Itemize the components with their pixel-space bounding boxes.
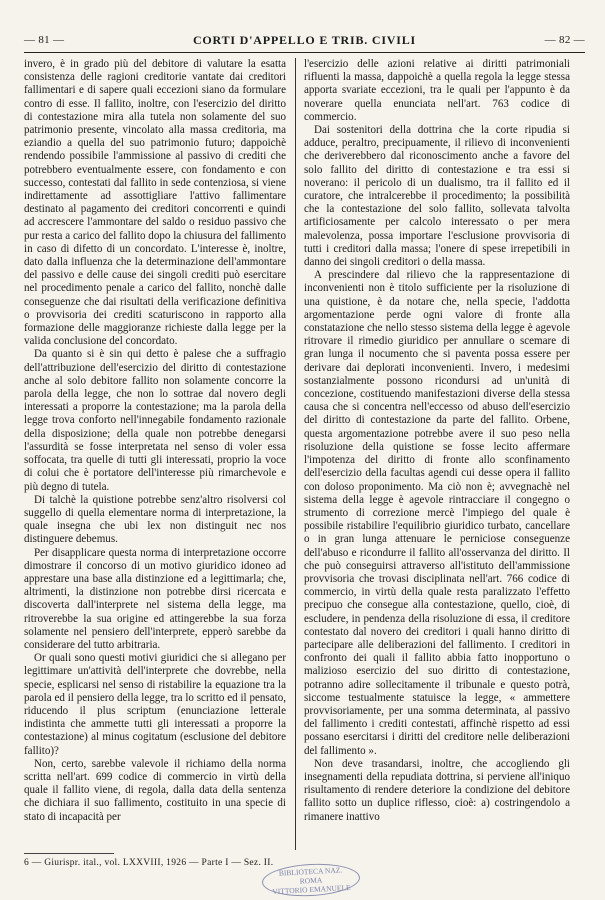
- right-paragraph-1: l'esercizio delle azioni relative ai diritti patrimoniali rifluenti la massa, dappoichè a quella regola la legge stessa apporta svariate eccezioni, tra le quali per l'appunto è da noverare quella enunciata nell'art. 763 codice di commercio.: [304, 58, 570, 123]
- left-paragraph-4: Per disapplicare questa norma di interpretazione occorre dimostrare il concorso di un motivo giuridico idoneo ad apprestare una base alla distinzione ed a legittimarla; che, altrimenti, la distinzione non potrebbe dirsi ricercata e discoverta dall'interprete nel sistema della legge, ma ritroverebbe la sua origine ed attingerebbe la sua forza solamente nel pensiero dell'interprete, epperò sarebbe da considerare del tutto arbitraria.: [24, 546, 286, 651]
- right-column: [304, 58, 570, 848]
- left-column: [24, 58, 286, 848]
- left-paragraph-1: invero, è in grado più del debitore di valutare la esatta consistenza delle ragioni creditorie vantate dai creditori fallimentari e di sapere quali eccezioni siano da formulare contro di esse. Il fallito, inoltre, con l'esercizio del diritto di contestazione mira alla tutela non solamente del suo patrimonio presente, vincolato alla massa creditoria, ma eziandio a quella del suo patrimonio futuro; dappoichè rendendo possibile l'ammissione al passivo di crediti che potrebbero eventualmente essere, con fondamento e con successo, contestati dal fallito in sede contenziosa, si viene indirettamente ad assottigliare l'attivo fallimentare destinato al pagamento dei creditori concorrenti e quindi ad accrescere l'ammontare del saldo o residuo passivo che pur resta a carico del fallito dopo la chiusura del fallimento in caso di difetto di un concordato. L'interesse è, inoltre, dato dalla influenza che la determinazione dell'ammontare del passivo e delle cause dei singoli crediti può esercitare nel procedimento penale a carico del fallito, nonchè dalle conseguenze che dai risultati della verificazione definitiva o provvisoria dei crediti scaturiscono in rapporto alla formazione delle maggioranze richieste dalla legge per la valida conclusione del concordato.: [24, 58, 286, 348]
- footer-rule: [24, 853, 114, 854]
- right-paragraph-3: A prescindere dal rilievo che la rappresentazione di inconvenienti non è titolo sufficiente per la risoluzione di una quistione, è da notare che, nella specie, l'addotta argomentazione perde ogni valore di fronte alla constatazione che nello stesso sistema della legge è agevole ritrovare il rimedio giuridico per annullare o scemare di gran lunga il nocumento che si paventa possa essere per derivare dai deplorati inconvenienti. Invero, i medesimi sostanzialmente possono ricondursi ad un'unità di concezione, costituendo manifestazioni diverse della stessa causa che si concentra nell'eccesso od abuso dell'esercizio del diritto di contestazione da parte del fallito. Orbene, questa argomentazione potrebbe avere il suo peso nella risoluzione della quistione se fosse lecito affermare l'impotenza del diritto di fronte allo sconfinamento dell'esercizio della facultas agendi cui desse opera il fallito con doloso proponimento. Ma ciò non è; avvegnachè nel sistema della legge è agevole rintracciare il congegno o strumento di correzione mercè l'impiego del quale è possibile ristabilire l'equilibrio giuridico turbato, cancellare o in gran lunga attenuare le perniciose conseguenze dell'abuso e ricondurre il fallito all'osservanza del diritto. Il che può conseguirsi attraverso all'istituto dell'ammissione provvisoria che trovasi disciplinata nell'art. 766 codice di commercio, in virtù della quale resta paralizzato l'effetto precipuo che consegue alla contestazione, quello, cioè, di escludere, in pendenza della risoluzione di essa, il creditore contestato dal novero dei creditori i quali hanno diritto di partecipare alle deliberazioni del fallimento. I creditori in confronto dei quali il fallito abbia fatto inopportuno o malizioso esercizio del suo diritto di contestazione, potranno adire sollecitamente il tribunale e questo potrà, siccome testualmente statuisce la legge, « ammettere provvisoriamente, per una somma determinata, al passivo del fallimento i crediti contestati, affinchè rispetto ad essi possano esercitarsi i diritti del creditore nelle deliberazioni del fallimento ».: [304, 269, 570, 757]
- right-page-number: — 82 —: [544, 34, 585, 46]
- running-header: [24, 30, 585, 50]
- stamp-line-2: ROMA: [299, 874, 323, 886]
- left-page-number: — 81 —: [24, 34, 65, 46]
- header-title: CORTI D'APPELLO E TRIB. CIVILI: [192, 32, 417, 47]
- header-rule: [24, 52, 585, 53]
- left-paragraph-3: Di talchè la quistione potrebbe senz'altro risolversi col suggello di quella elementare norma di interpretazione, la quale insegna che ubi lex non distinguit nec nos distinguere debemus.: [24, 493, 286, 546]
- column-divider: [295, 58, 296, 850]
- stamp-line-1: BIBLIOTECA NAZ.: [278, 864, 343, 878]
- left-paragraph-2: Da quanto si è sin qui detto è palese che a suffragio dell'attribuzione dell'esercizio del diritto di contestazione anche al solo debitore fallito non solamente concorre la parola della legge, che non lo sottrae dal novero degli interessati a proporre la contestazione; ma la parola della legge trova conforto nell'innegabile fondamento razionale della disposizione; della quale non potrebbe denegarsi l'assurdità se fosse interpretata nel senso di voler essa soffocata, tra quelle di tutti gli interessati, proprio la voce di colui che è portatore dell'interesse più rimarchevole e più degno di tutela.: [24, 348, 286, 493]
- stamp-line-3: VITTORIO EMANUELE: [272, 882, 351, 896]
- left-paragraph-6: Non, certo, sarebbe valevole il richiamo della norma scritta nell'art. 699 codice di commercio in virtù della quale il fallito viene, di regola, dalla data della sentenza che dichiara il suo fallimento, costituito in una specie di stato di incapacità per: [24, 757, 286, 823]
- right-paragraph-2: Dai sostenitori della dottrina che la corte ripudia si adduce, peraltro, precipuamente, il rilievo di inconvenienti che deriverebbero dal riconoscimento anche a favore del solo fallito del diritto di contestazione e tra essi si noverano: il pericolo di un dualismo, tra il fallito ed il curatore, che intralcerebbe il procedimento; la possibilità che la contestazione del solo fallito, sollevata talvolta artificiosamente per calcolo interessato o per mera malevolenza, possa importare l'esclusione provvisoria di tutti i creditori dalla massa; l'onere di spese irrepetibili in danno dei singoli creditori o della massa.: [304, 124, 570, 269]
- left-paragraph-5: Or quali sono questi motivi giuridici che si allegano per legittimare un'attività dell'interprete che dovrebbe, nella specie, esplicarsi nel senso di ristabilire la equazione tra la parola ed il pensiero della legge, tra lo scritto ed il pensato, riducendo il plus scriptum (enunciazione letterale indistinta che ammette tutti gli interessati a proporre la contestazione) al minus cogitatum (esclusione del debitore fallito)?: [24, 652, 286, 757]
- footer-citation: 6 — Giurispr. ital., vol. LXXVIII, 1926 — Parte I — Sez. II.: [24, 858, 274, 868]
- right-paragraph-4: Non deve trasandarsi, inoltre, che accogliendo gli insegnamenti della repudiata dottrina, si perviene all'iniquo risultamento di rendere deteriore la condizione del debitore fallito sotto un duplice riflesso, cioè: a) costringendolo a rimanere inattivo: [304, 757, 570, 823]
